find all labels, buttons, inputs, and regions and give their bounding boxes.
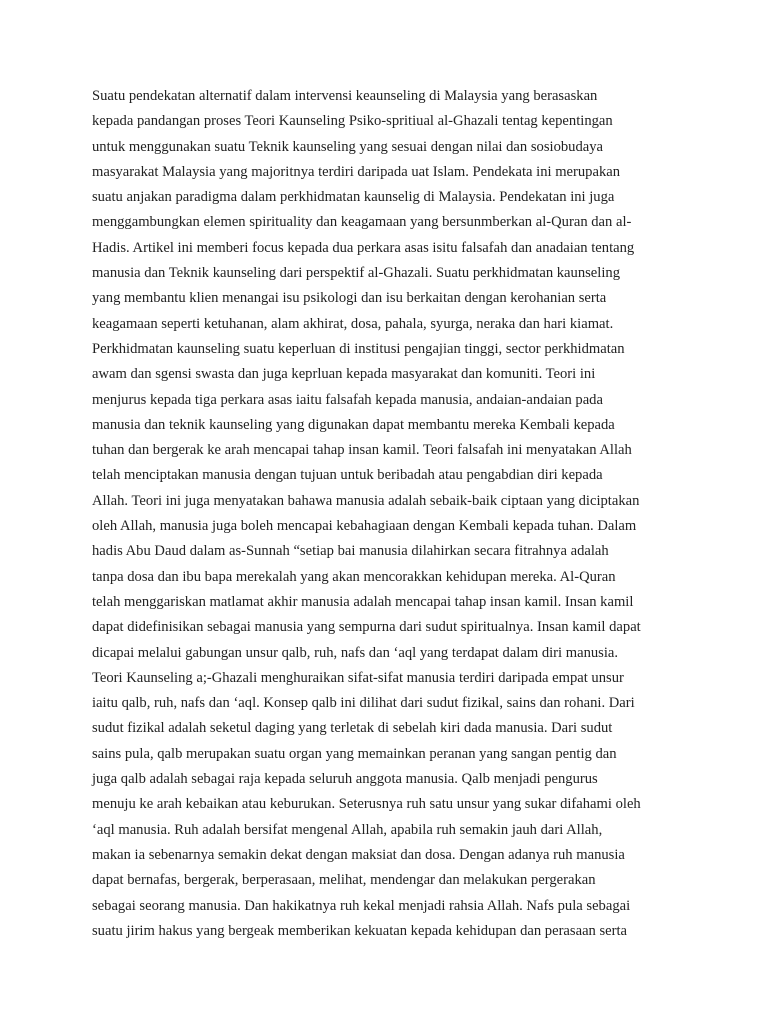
text-line: juga qalb adalah sebagai raja kepada seluruh anggota manusia. Qalb menjadi pengurus (92, 771, 598, 788)
text-line: suatu anjakan paradigma dalam perkhidmatan kaunselig di Malaysia. Pendekatan ini juga (92, 189, 615, 206)
text-line: tanpa dosa dan ibu bapa merekalah yang akan mencorakkan kehidupan mereka. Al-Quran (92, 568, 616, 585)
text-line: Perkhidmatan kaunseling suatu keperluan di institusi pengajian tinggi, sector perkhidmatan (92, 340, 625, 357)
text-line: hadis Abu Daud dalam as-Sunnah “setiap bai manusia dilahirkan secara fitrahnya adalah (92, 543, 609, 560)
text-line: manusia dan Teknik kaunseling dari perspektif al-Ghazali. Suatu perkhidmatan kaunseling (92, 265, 620, 282)
text-line: Teori Kaunseling a;-Ghazali menghuraikan sifat-sifat manusia terdiri daripada empat unsur (92, 669, 624, 686)
text-line: menuju ke arah kebaikan atau keburukan. Seterusnya ruh satu unsur yang sukar difahami oleh (92, 796, 641, 813)
text-line: dicapai melalui gabungan unsur qalb, ruh, nafs dan ‘aql yang terdapat dalam diri manusia. (92, 644, 619, 661)
text-line: manusia dan teknik kaunseling yang digunakan dapat membantu mereka Kembali kepada (92, 416, 615, 433)
text-line: untuk menggunakan suatu Teknik kaunseling yang sesuai dengan nilai dan sosiobudaya (92, 138, 604, 155)
text-line: keagamaan seperti ketuhanan, alam akhirat, dosa, pahala, syurga, neraka dan hari kiamat. (92, 315, 614, 332)
text-line: masyarakat Malaysia yang majoritnya terdiri daripada uat Islam. Pendekata ini merupakan (92, 163, 621, 180)
body-text (92, 84, 712, 944)
text-line: kepada pandangan proses Teori Kaunseling Psiko-spritiual al-Ghazali tentag kepentingan (92, 113, 613, 130)
text-line: dapat bernafas, bergerak, berperasaan, melihat, mendengar dan melakukan pergerakan (92, 872, 596, 889)
text-line: telah menciptakan manusia dengan tujuan untuk beribadah atau pengabdian diri kepada (92, 467, 603, 484)
text-line: suatu jirim hakus yang bergeak memberikan kekuatan kepada kehidupan dan perasaan serta (92, 922, 628, 939)
text-line: sains pula, qalb merupakan suatu organ yang memainkan peranan yang sangan pentig dan (92, 745, 617, 762)
text-line: Hadis. Artikel ini memberi focus kepada dua perkara asas isitu falsafah dan anadaian tentang (92, 239, 635, 256)
text-line: Suatu pendekatan alternatif dalam intervensi keaunseling di Malaysia yang berasaskan (92, 88, 598, 104)
text-line: awam dan sgensi swasta dan juga keprluan kepada masyarakat dan komuniti. Teori ini (92, 366, 596, 383)
text-line: ‘aql manusia. Ruh adalah bersifat mengenal Allah, apabila ruh semakin jauh dari Allah, (92, 821, 603, 838)
text-line: oleh Allah, manusia juga boleh mencapai kebahagiaan dengan Kembali kepada tuhan. Dalam (92, 518, 637, 535)
text-line: makan ia sebenarnya semakin dekat dengan maksiat dan dosa. Dengan adanya ruh manusia (92, 846, 625, 863)
text-line: yang membantu klien menangai isu psikologi dan isu berkaitan dengan kerohanian serta (92, 290, 607, 307)
text-line: menjurus kepada tiga perkara asas iaitu falsafah kepada manusia, andaian-andaian pada (92, 391, 603, 408)
text-line: sebagai seorang manusia. Dan hakikatnya ruh kekal menjadi rahsia Allah. Nafs pula sebagai (92, 897, 631, 914)
text-line: dapat didefinisikan sebagai manusia yang sempurna dari sudut spiritualnya. Insan kamil dapat (92, 619, 641, 636)
text-line: iaitu qalb, ruh, nafs dan ‘aql. Konsep qalb ini dilihat dari sudut fizikal, sains dan rohani. Dari (92, 695, 635, 712)
text-line: telah menggariskan matlamat akhir manusia adalah mencapai tahap insan kamil. Insan kamil (92, 593, 634, 610)
text-line: Allah. Teori ini juga menyatakan bahawa manusia adalah sebaik-baik ciptaan yang diciptakan (92, 492, 640, 509)
text-line: sudut fizikal adalah seketul daging yang terletak di sebelah kiri dada manusia. Dari sudut (92, 720, 613, 737)
text-line: tuhan dan bergerak ke arah mencapai tahap insan kamil. Teori falsafah ini menyatakan Allah (92, 442, 632, 459)
text-line: menggambungkan elemen spirituality dan keagamaan yang bersunmberkan al-Quran dan al- (92, 214, 632, 231)
